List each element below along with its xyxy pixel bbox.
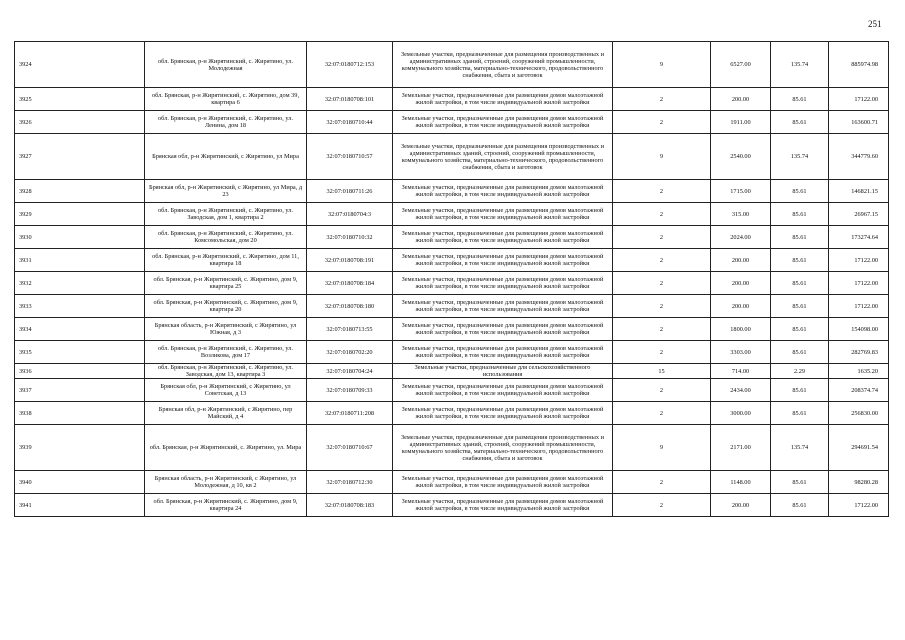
address-cell: обл. Брянская, р-н Жирятинский, с. Жирятино, ул. Комсомольская, дом 20 [145,226,307,249]
cadastral-value-cell: 17122.00 [829,494,889,517]
rate-cell: 85.61 [771,341,829,364]
group-cell: 2 [613,318,711,341]
row-number: 3924 [15,42,145,88]
address-cell: Брянская обл, р-н Жирятинский, с Жирятино, ул Советская, д 13 [145,379,307,402]
group-cell: 15 [613,364,711,379]
cadastral-value-cell: 98280.28 [829,471,889,494]
land-use-cell: Земельные участки, предназначенные для размещения производственных и административных зданий, строений, сооружений промышленности, коммунального хозяйства, материально-технического, продовольственного снабжения, сбыта и заготовок [393,42,613,88]
rate-cell: 135.74 [771,42,829,88]
cadastral-value-cell: 163600.71 [829,111,889,134]
row-number: 3941 [15,494,145,517]
row-number: 3938 [15,402,145,425]
cadastral-value-cell: 294691.54 [829,425,889,471]
cadastral-value-cell: 208374.74 [829,379,889,402]
cadastral-number-cell: 32:07:0180709:33 [307,379,393,402]
group-cell: 2 [613,203,711,226]
group-cell: 2 [613,341,711,364]
rate-cell: 135.74 [771,134,829,180]
table-row [15,249,889,272]
land-use-cell: Земельные участки, предназначенные для размещения домов малоэтажной жилой застройки, в том числе индивидуальной жилой застройки [393,249,613,272]
row-number: 3928 [15,180,145,203]
group-cell: 2 [613,272,711,295]
rate-cell: 85.61 [771,111,829,134]
group-cell: 2 [613,295,711,318]
rate-cell: 2.29 [771,364,829,379]
cadastral-value-table [14,41,889,517]
land-use-cell: Земельные участки, предназначенные для размещения домов малоэтажной жилой застройки, в том числе индивидуальной жилой застройки [393,295,613,318]
area-cell: 714.00 [711,364,771,379]
area-cell: 6527.00 [711,42,771,88]
address-cell: обл. Брянская, р-н Жирятинский, с. Жирятино, дом 39, квартира 6 [145,88,307,111]
land-use-cell: Земельные участки, предназначенные для размещения производственных и административных зданий, строений, сооружений промышленности, коммунального хозяйства, материально-технического, продовольственного снабжения, сбыта и заготовок [393,425,613,471]
group-cell: 2 [613,226,711,249]
table-row [15,425,889,471]
table-row [15,471,889,494]
rate-cell: 85.61 [771,180,829,203]
land-use-cell: Земельные участки, предназначенные для размещения домов малоэтажной жилой застройки, в том числе индивидуальной жилой застройки [393,402,613,425]
cadastral-value-cell: 146821.15 [829,180,889,203]
row-number: 3934 [15,318,145,341]
cadastral-value-cell: 344779.60 [829,134,889,180]
row-number: 3926 [15,111,145,134]
group-cell: 2 [613,249,711,272]
land-use-cell: Земельные участки, предназначенные для размещения домов малоэтажной жилой застройки, в том числе индивидуальной жилой застройки [393,226,613,249]
table-row [15,226,889,249]
land-use-cell: Земельные участки, предназначенные для размещения домов малоэтажной жилой застройки, в том числе индивидуальной жилой застройки [393,180,613,203]
rate-cell: 85.61 [771,402,829,425]
table-row [15,402,889,425]
cadastral-value-cell: 17122.00 [829,295,889,318]
land-use-cell: Земельные участки, предназначенные для размещения домов малоэтажной жилой застройки, в том числе индивидуальной жилой застройки [393,341,613,364]
group-cell: 9 [613,42,711,88]
address-cell: Брянская обл, р-н Жирятинский, с Жирятино, пер Майский, д 4 [145,402,307,425]
land-use-cell: Земельные участки, предназначенные для размещения домов малоэтажной жилой застройки, в том числе индивидуальной жилой застройки [393,111,613,134]
cadastral-value-cell: 885974.98 [829,42,889,88]
group-cell: 9 [613,134,711,180]
row-number: 3929 [15,203,145,226]
area-cell: 200.00 [711,272,771,295]
land-use-cell: Земельные участки, предназначенные для размещения производственных и административных зданий, строений, сооружений промышленности, коммунального хозяйства, материально-технического, продовольственного снабжения, сбыта и заготовок [393,134,613,180]
cadastral-number-cell: 32:07:0180708:184 [307,272,393,295]
address-cell: обл. Брянская, р-н Жирятинский, с. Жирятино, ул. Заводская, дом 1, квартира 2 [145,203,307,226]
cadastral-number-cell: 32:07:0180704:3 [307,203,393,226]
cadastral-value-cell: 17122.00 [829,272,889,295]
land-use-cell: Земельные участки, предназначенные для размещения домов малоэтажной жилой застройки, в том числе индивидуальной жилой застройки [393,379,613,402]
group-cell: 2 [613,471,711,494]
row-number: 3936 [15,364,145,379]
area-cell: 2024.00 [711,226,771,249]
row-number: 3935 [15,341,145,364]
cadastral-number-cell: 32:07:0180710:67 [307,425,393,471]
cadastral-number-cell: 32:07:0180708:183 [307,494,393,517]
row-number: 3940 [15,471,145,494]
land-use-cell: Земельные участки, предназначенные для размещения домов малоэтажной жилой застройки, в том числе индивидуальной жилой застройки [393,318,613,341]
cadastral-number-cell: 32:07:0180712:30 [307,471,393,494]
row-number: 3930 [15,226,145,249]
address-cell: Брянская область, р-н Жирятинский, с Жирятино, ул Молодежная, д 10, кв 2 [145,471,307,494]
address-cell: обл. Брянская, р-н Жирятинский, с. Жирятино, дом 9, квартира 24 [145,494,307,517]
area-cell: 3303.00 [711,341,771,364]
rate-cell: 85.61 [771,379,829,402]
table-row [15,111,889,134]
table-row [15,134,889,180]
cadastral-value-cell: 17122.00 [829,249,889,272]
cadastral-number-cell: 32:07:0180711:26 [307,180,393,203]
cadastral-value-cell: 1635.20 [829,364,889,379]
area-cell: 315.00 [711,203,771,226]
area-cell: 1800.00 [711,318,771,341]
cadastral-value-cell: 173274.64 [829,226,889,249]
cadastral-value-cell: 256830.00 [829,402,889,425]
rate-cell: 85.61 [771,295,829,318]
group-cell: 2 [613,180,711,203]
rate-cell: 85.61 [771,226,829,249]
group-cell: 2 [613,379,711,402]
area-cell: 1148.00 [711,471,771,494]
table-row [15,180,889,203]
cadastral-number-cell: 32:07:0180710:57 [307,134,393,180]
table-row [15,379,889,402]
row-number: 3932 [15,272,145,295]
area-cell: 200.00 [711,249,771,272]
rate-cell: 85.61 [771,249,829,272]
address-cell: обл. Брянская, р-н Жирятинский, с. Жирятино, ул. Возликова, дом 17 [145,341,307,364]
table-row [15,341,889,364]
address-cell: обл. Брянская, р-н Жирятинский, с. Жирятино, ул. Заводская, дом 13, квартира 3 [145,364,307,379]
cadastral-value-cell: 154098.00 [829,318,889,341]
area-cell: 2540.00 [711,134,771,180]
land-use-cell: Земельные участки, предназначенные для сельскохозяйственного использования [393,364,613,379]
rate-cell: 135.74 [771,425,829,471]
table-row [15,88,889,111]
land-use-cell: Земельные участки, предназначенные для размещения домов малоэтажной жилой застройки, в том числе индивидуальной жилой застройки [393,203,613,226]
group-cell: 9 [613,425,711,471]
row-number: 3939 [15,425,145,471]
rate-cell: 85.61 [771,471,829,494]
table-row [15,318,889,341]
table-row [15,42,889,88]
rate-cell: 85.61 [771,318,829,341]
page-number: 251 [868,19,882,29]
cadastral-number-cell: 32:07:0180710:32 [307,226,393,249]
group-cell: 2 [613,494,711,517]
row-number: 3931 [15,249,145,272]
address-cell: обл. Брянская, р-н Жирятинский, с. Жирятино, ул. Молодежная [145,42,307,88]
cadastral-number-cell: 32:07:0180708:101 [307,88,393,111]
land-use-cell: Земельные участки, предназначенные для размещения домов малоэтажной жилой застройки, в том числе индивидуальной жилой застройки [393,494,613,517]
area-cell: 1911.00 [711,111,771,134]
cadastral-number-cell: 32:07:0180702:20 [307,341,393,364]
address-cell: Брянская область, р-н Жирятинский, с Жирятино, ул Южная, д 3 [145,318,307,341]
cadastral-value-cell: 17122.00 [829,88,889,111]
row-number: 3927 [15,134,145,180]
rate-cell: 85.61 [771,272,829,295]
land-use-cell: Земельные участки, предназначенные для размещения домов малоэтажной жилой застройки, в том числе индивидуальной жилой застройки [393,88,613,111]
table-row [15,494,889,517]
group-cell: 2 [613,88,711,111]
address-cell: обл. Брянская, р-н Жирятинский, с. Жирятино, дом 9, квартира 25 [145,272,307,295]
cadastral-value-cell: 26967.15 [829,203,889,226]
table-row [15,364,889,379]
cadastral-number-cell: 32:07:0180708:180 [307,295,393,318]
row-number: 3933 [15,295,145,318]
address-cell: обл. Брянская, р-н Жирятинский, с. Жирятино, ул. Ленина, дом 18 [145,111,307,134]
cadastral-number-cell: 32:07:0180710:44 [307,111,393,134]
cadastral-number-cell: 32:07:0180704:24 [307,364,393,379]
area-cell: 1715.00 [711,180,771,203]
table-row [15,272,889,295]
group-cell: 2 [613,111,711,134]
row-number: 3925 [15,88,145,111]
land-use-cell: Земельные участки, предназначенные для размещения домов малоэтажной жилой застройки, в том числе индивидуальной жилой застройки [393,471,613,494]
rate-cell: 85.61 [771,88,829,111]
cadastral-number-cell: 32:07:0180713:55 [307,318,393,341]
land-use-cell: Земельные участки, предназначенные для размещения домов малоэтажной жилой застройки, в том числе индивидуальной жилой застройки [393,272,613,295]
row-number: 3937 [15,379,145,402]
area-cell: 2171.00 [711,425,771,471]
address-cell: обл. Брянская, р-н Жирятинский, с. Жирятино, дом 9, квартира 20 [145,295,307,318]
area-cell: 200.00 [711,88,771,111]
area-cell: 2434.00 [711,379,771,402]
address-cell: Брянская обл, р-н Жирятинский, с Жирятино, ул Мира [145,134,307,180]
address-cell: обл. Брянская, р-н Жирятинский, с. Жирятино, ул. Мира [145,425,307,471]
rate-cell: 85.61 [771,203,829,226]
area-cell: 200.00 [711,494,771,517]
table-row [15,295,889,318]
area-cell: 3000.00 [711,402,771,425]
cadastral-number-cell: 32:07:0180712:153 [307,42,393,88]
cadastral-number-cell: 32:07:0180711:208 [307,402,393,425]
area-cell: 200.00 [711,295,771,318]
address-cell: Брянская обл, р-н Жирятинский, с Жирятино, ул Мира, д 23 [145,180,307,203]
cadastral-value-cell: 282769.83 [829,341,889,364]
rate-cell: 85.61 [771,494,829,517]
address-cell: обл. Брянская, р-н Жирятинский, с. Жирятино, дом 11, квартира 18 [145,249,307,272]
cadastral-number-cell: 32:07:0180708:191 [307,249,393,272]
table-row [15,203,889,226]
group-cell: 2 [613,402,711,425]
